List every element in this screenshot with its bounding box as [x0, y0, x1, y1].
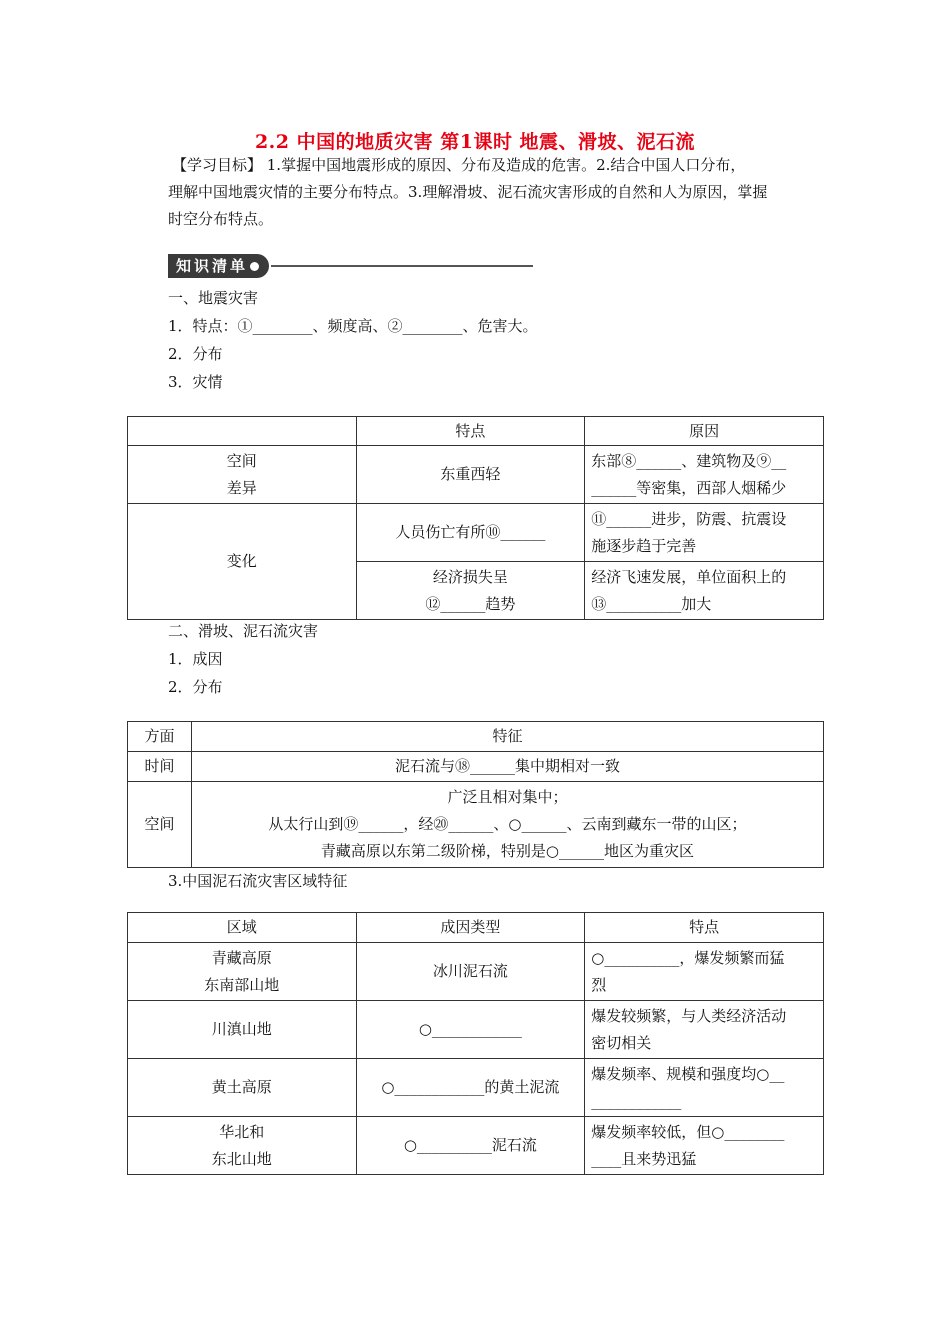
page-title: 2.2 中国的地质灾害 第1课时 地震、滑坡、泥石流: [254, 131, 696, 153]
table-header: 特征: [191, 722, 823, 752]
objectives-line-2: 理解中国地震灾情的主要分布特点。3.理解滑坡、泥石流灾害形成的自然和人为原因，掌握: [168, 183, 768, 201]
section3-heading: 3.中国泥石流灾害区域特征: [168, 872, 348, 890]
table-cell: ⑪______进步，防震、抗震设 施逐步趋于完善: [585, 504, 824, 562]
table-cell: 华北和 东北山地: [128, 1117, 357, 1175]
table-cell: ○____________: [356, 1001, 585, 1059]
table-cell: 东重西轻: [356, 446, 585, 504]
table-cell: 变化: [128, 504, 357, 620]
table-cell: 黄土高原: [128, 1059, 357, 1117]
table-cell: 广泛且相对集中； 从太行山到⑲______，经⑳______、○______、云南到藏东一带的山区； 青藏高原以东第二级阶梯，特别是○______地区为重灾区: [191, 782, 823, 868]
table-header: 区域: [128, 913, 357, 943]
distribution-table: [127, 721, 824, 868]
table-cell: 冰川泥石流: [356, 943, 585, 1001]
table-cell: 爆发频率较低，但○________ ____且来势迅猛: [585, 1117, 824, 1175]
section2-item2: 2．分布: [168, 678, 223, 696]
table-cell: 爆发较频繁，与人类经济活动 密切相关: [585, 1001, 824, 1059]
table-header: 方面: [128, 722, 192, 752]
table-cell: 经济损失呈 ⑫______趋势: [356, 562, 585, 620]
knowledge-banner: [168, 254, 533, 278]
learning-objectives: [168, 152, 833, 233]
section1-item1: 1．特点：①________、频度高、②________、危害大。: [168, 317, 538, 335]
objectives-line-3: 时空分布特点。: [168, 210, 274, 228]
table-cell: ○____________的黄土泥流: [356, 1059, 585, 1117]
table-cell: 川滇山地: [128, 1001, 357, 1059]
table-cell: 青藏高原 东南部山地: [128, 943, 357, 1001]
table-cell: 空间 差异: [128, 446, 357, 504]
objectives-line-1: 【学习目标】 1.掌握中国地震形成的原因、分布及造成的危害。2.结合中国人口分布，: [172, 156, 746, 174]
debris-flow-region-table: [127, 912, 824, 1175]
section1-item3: 3．灾情: [168, 373, 223, 391]
table-header: 特点: [585, 913, 824, 943]
banner-label: 知识清单: [168, 254, 269, 278]
section2-item1: 1．成因: [168, 650, 223, 668]
table-cell: 人员伤亡有所⑩______: [356, 504, 585, 562]
table-cell: 爆发频率、规模和强度均○__ ____________: [585, 1059, 824, 1117]
section1-heading: 一、地震灾害: [168, 289, 259, 307]
table-header: 成因类型: [356, 913, 585, 943]
dot-icon: [250, 262, 259, 271]
banner-divider: [271, 265, 533, 267]
table-header: 特点: [356, 417, 585, 446]
table-cell: ○__________，爆发频繁而猛 烈: [585, 943, 824, 1001]
table-cell: 空间: [128, 782, 192, 868]
earthquake-disaster-table: [127, 416, 824, 620]
table-header: 原因: [585, 417, 824, 446]
table-cell: 时间: [128, 752, 192, 782]
table-cell: 经济飞速发展，单位面积上的 ⑬__________加大: [585, 562, 824, 620]
table-cell: ○__________泥石流: [356, 1117, 585, 1175]
section1-item2: 2．分布: [168, 345, 223, 363]
section2-heading: 二、滑坡、泥石流灾害: [168, 622, 319, 640]
table-header: [128, 417, 357, 446]
table-cell: 东部⑧______、建筑物及⑨__ ______等密集，西部人烟稀少: [585, 446, 824, 504]
table-cell: 泥石流与⑱______集中期相对一致: [191, 752, 823, 782]
